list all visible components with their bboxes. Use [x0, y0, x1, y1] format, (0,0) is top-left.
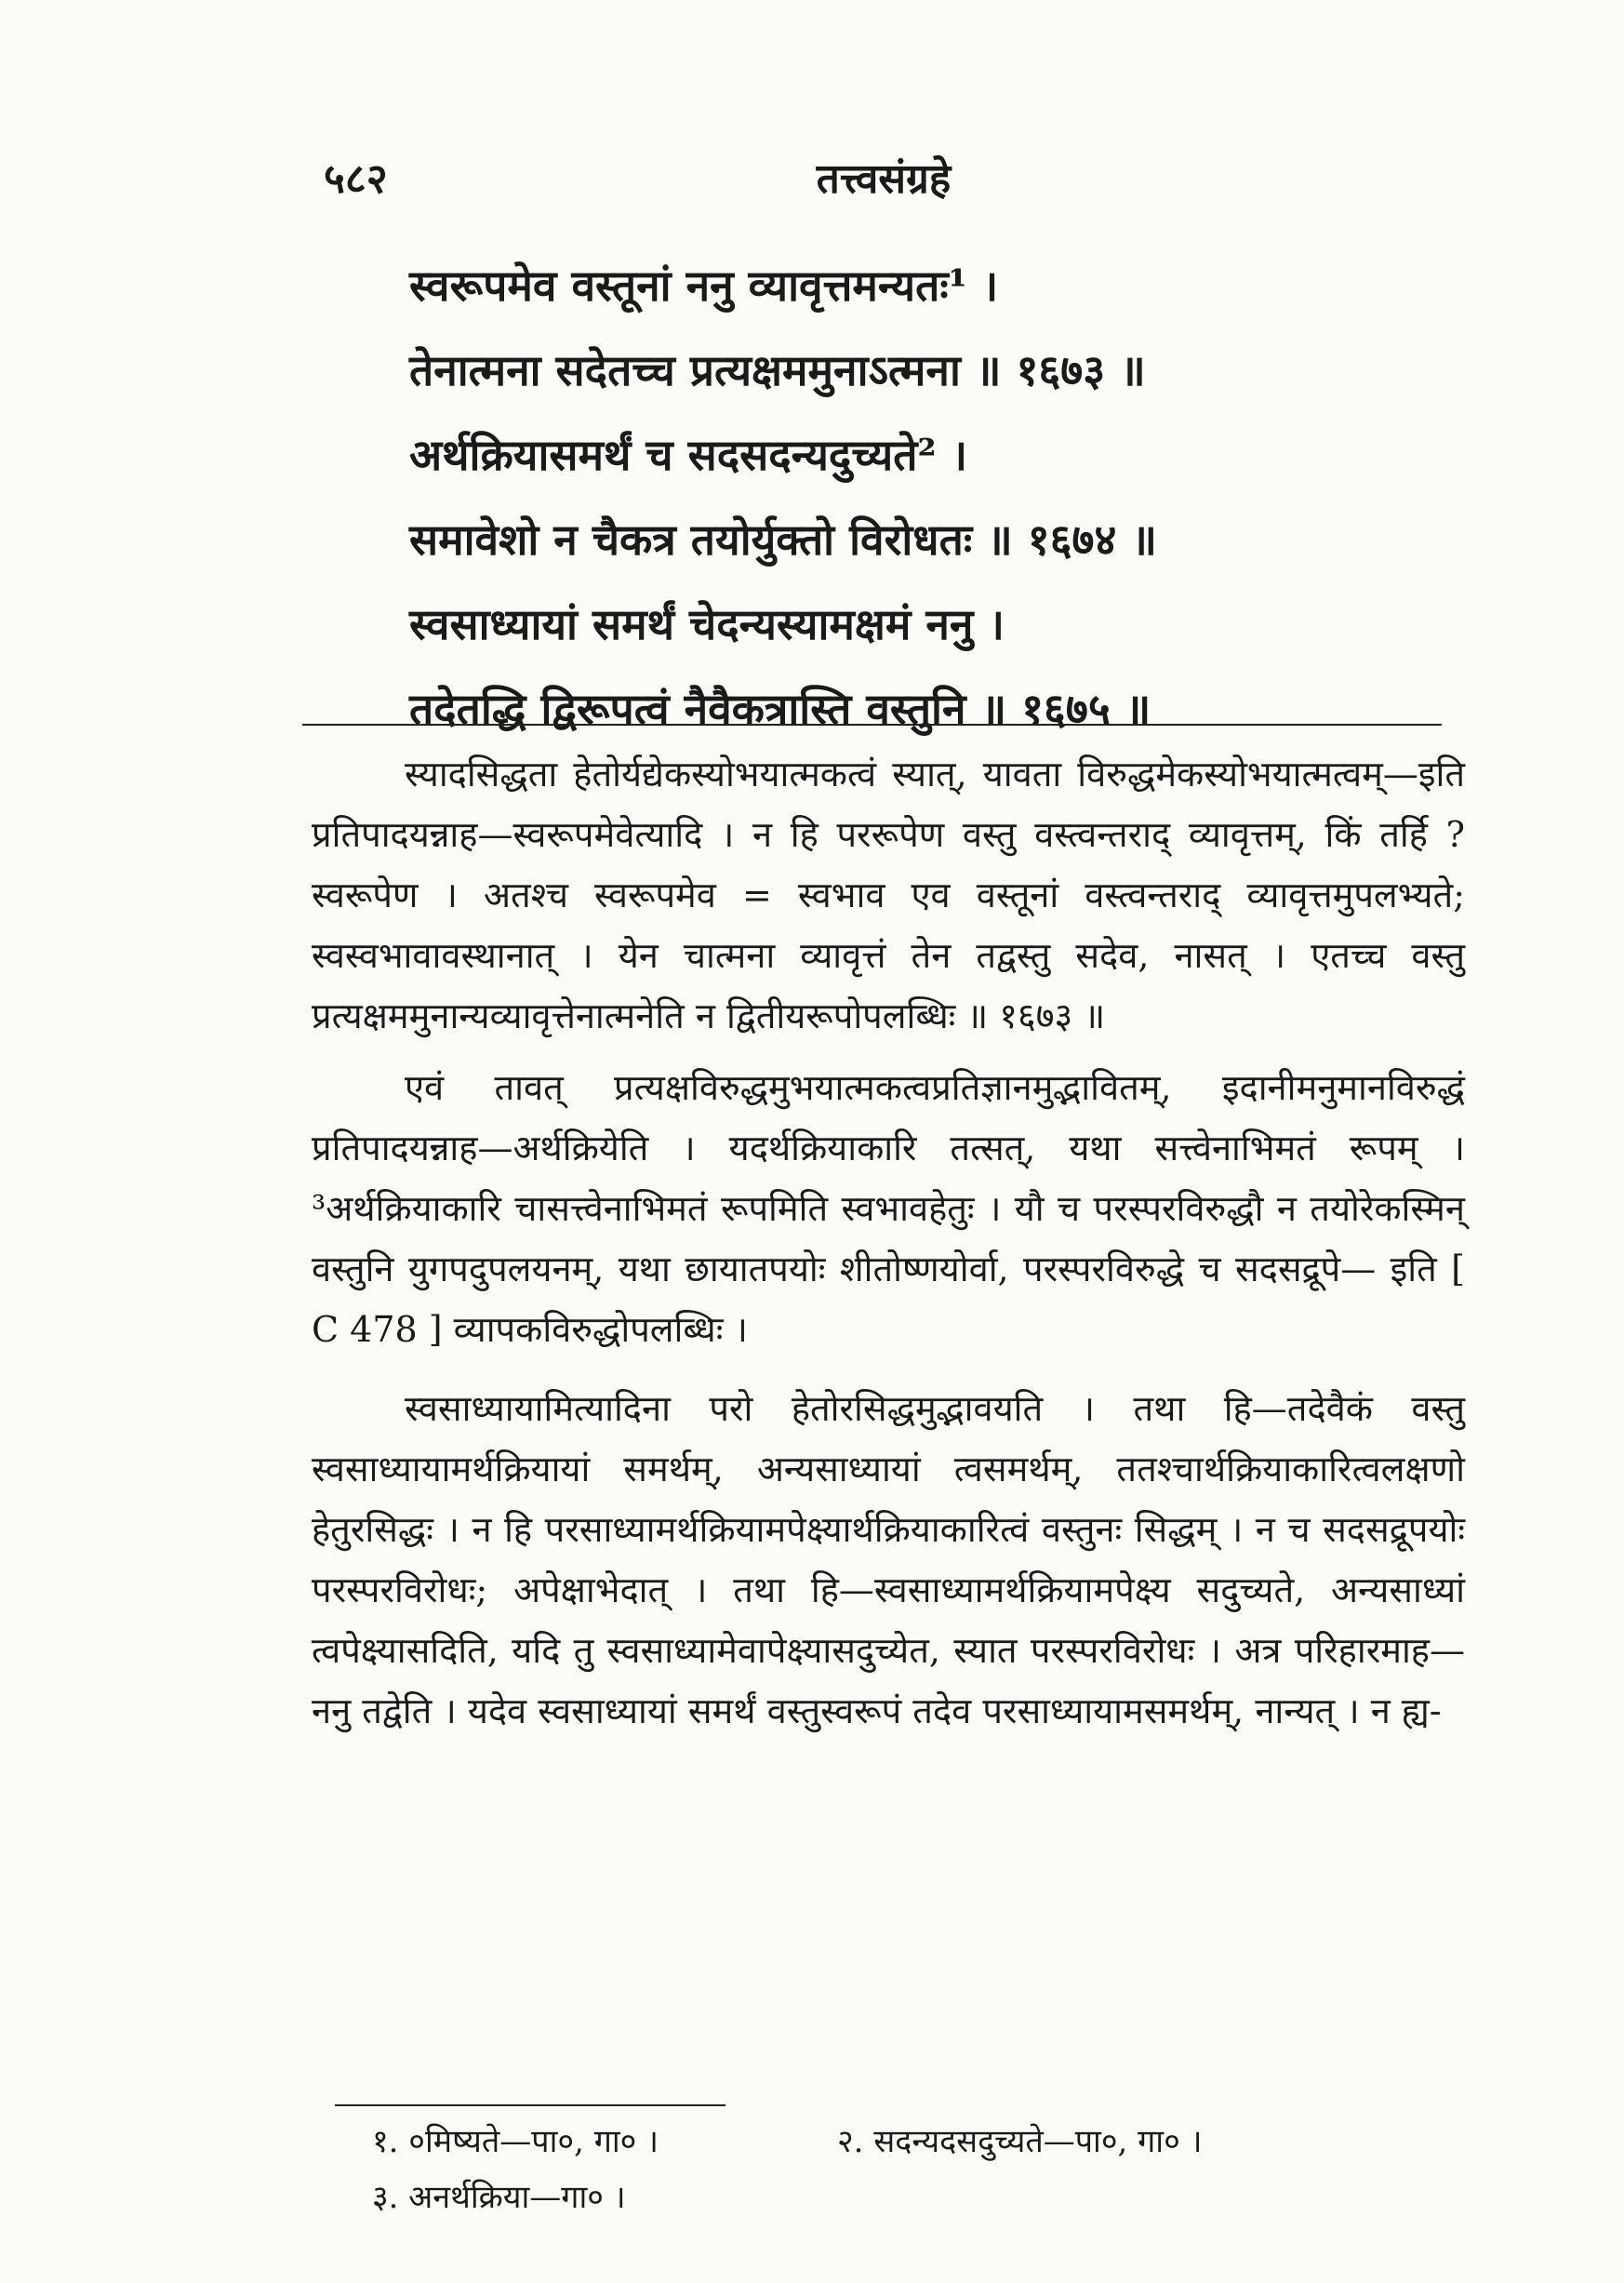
verse-divider	[302, 724, 1442, 726]
verse-line: स्वरूपमेव वस्तूनां ननु व्यावृत्तमन्यतः¹ ।	[409, 260, 999, 311]
verse-line: अर्थक्रियासमर्थं च सदसदन्यदुच्यते² ।	[409, 429, 968, 480]
commentary-paragraph-2: एवं तावत् प्रत्यक्षविरुद्धमुभयात्मकत्वप्रतिज्ञानमुद्भावितम्, इदानीमनुमानविरुद्धं प्रतिपादयन्नाह—अर्थक्रियेति । यदर्थक्रियाकारि तत्सत्, यथा सत्त्वेनाभिमतं रूपम् । ³अर्थक्रियाकारि चासत्त्वेनाभिमतं रूपमिति स्वभावहेतुः । यौ च परस्परविरुद्धौ न तयोरेकस्मिन् वस्तुनि युगपदुपलयनम्, यथा छायातपयोः शीतोष्णयोर्वा, परस्परविरुद्धे च सदसद्रूपे— इति [ C 478 ] व्यापकविरुद्धोपलब्धिः ।	[312, 1067, 1465, 1350]
verse-block	[409, 242, 1460, 750]
commentary-paragraph-1: स्यादसिद्धता हेतोर्यद्येकस्योभयात्मकत्वं स्यात्, यावता विरुद्धमेकस्योभयात्मत्वम्—इति प्रतिपादयन्नाह—स्वरूपमेवेत्यादि । न हि पररूपेण वस्तु वस्त्वन्तराद् व्यावृत्तम्, किं तर्हि ? स्वरूपेण । अतश्च स्वरूपमेव = स्वभाव एव वस्तूनां वस्त्वन्तराद् व्यावृत्तमुपलभ्यते; स्वस्वभावावस्थानात् । येन चात्मना व्यावृत्तं तेन तद्वस्तु सदेव, नासत् । एतच्च वस्तु प्रत्यक्षममुनान्यव्यावृत्तेनात्मनेति न द्वितीयरूपोपलब्धिः ॥ १६७३ ॥	[312, 754, 1465, 1036]
footnote-1: १. ०मिष्यते—पा०, गा० ।	[372, 2123, 659, 2160]
verse-line: समावेशो न चैकत्र तयोर्युक्तो विरोधतः ॥ १६७४ ॥	[409, 514, 1157, 565]
commentary-paragraph-3: स्वसाध्यायामित्यादिना परो हेतोरसिद्धमुद्भावयति । तथा हि—तदेवैकं वस्तु स्वसाध्यायामर्थक्रियायां समर्थम्, अन्यसाध्यायां त्वसमर्थम्, ततश्चार्थक्रियाकारित्वलक्षणो हेतुरसिद्धः । न हि परसाध्यामर्थक्रियामपेक्ष्यार्थक्रियाकारित्वं वस्तुनः सिद्धम् । न च सदसद्रूपयोः परस्परविरोधः; अपेक्षाभेदात् । तथा हि—स्वसाध्यामर्थक्रियामपेक्ष्य सदुच्यते, अन्यसाध्यां त्वपेक्ष्यासदिति, यदि तु स्वसाध्यामेवापेक्ष्यासदुच्येत, स्यात परस्परविरोधः । अत्र परिहारमाह—ननु तद्वेति । यदेव स्वसाध्यायां समर्थं वस्तुस्वरूपं तदेव परसाध्यायामसमर्थम्, नान्यत् । न ह्य-	[312, 1388, 1465, 1731]
verse-line: तदेतद्धि द्विरूपत्वं नैवैकत्रास्ति वस्तुनि ॥ १६७५ ॥	[409, 683, 1151, 734]
running-title: तत्त्वसंग्रहे	[816, 155, 952, 203]
commentary-block	[312, 744, 1465, 1753]
verse-line: स्वसाध्यायां समर्थं चेदन्यस्यामक्षमं ननु ।	[409, 598, 1005, 649]
footnote-row	[372, 2170, 1442, 2225]
footnote-3: ३. अनर्थक्रिया—गा० ।	[372, 2179, 626, 2216]
footnote-2: २. सदन्यदसदुच्यते—पा०, गा० ।	[837, 2123, 1203, 2160]
page-header	[316, 149, 1451, 214]
page-number: ५८२	[324, 155, 388, 203]
footnote-row	[372, 2114, 1442, 2170]
footnote-divider	[335, 2104, 725, 2106]
verse-line: तेनात्मना सदेतच्च प्रत्यक्षममुनाऽत्मना ॥ १६७३ ॥	[409, 344, 1146, 395]
footnotes	[372, 2114, 1442, 2225]
